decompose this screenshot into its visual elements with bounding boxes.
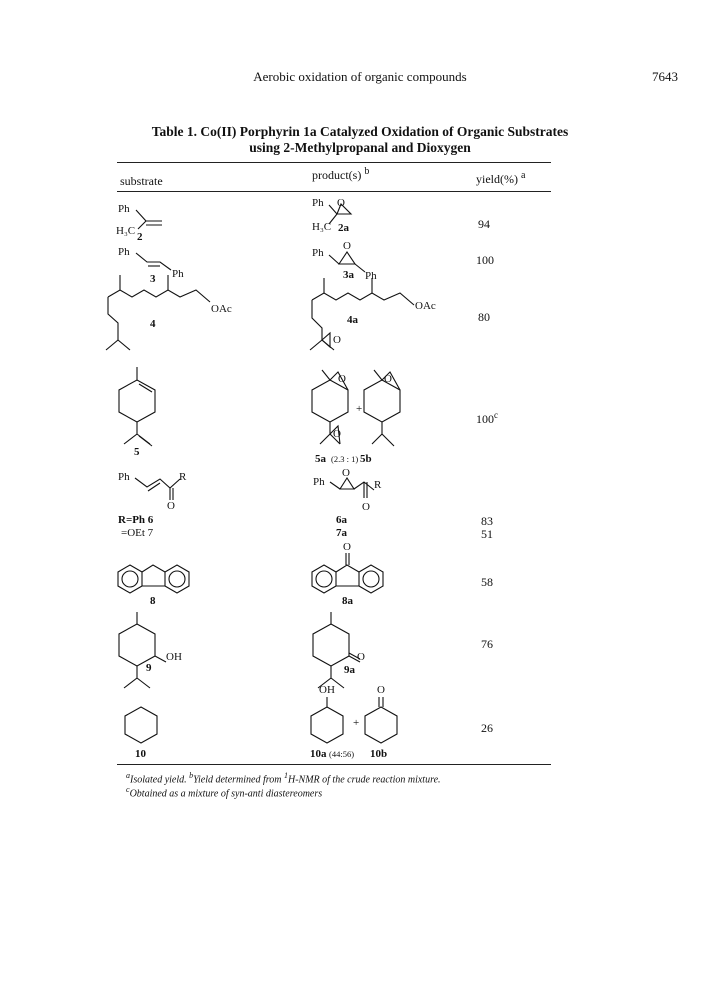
compound-label-6: R=Ph 6 — [118, 514, 154, 526]
bond-lines — [136, 210, 146, 229]
aromatic-circle — [363, 571, 379, 587]
epoxide-ring — [340, 478, 354, 489]
yield-entry-8: 58 — [481, 575, 493, 589]
cyclohexane-ring — [313, 624, 349, 666]
table-caption-line-1: Table 1. Co(II) Porphyrin 1a Catalyzed Oxidation of Organic Substrates — [151, 124, 569, 139]
carbonyl — [364, 482, 367, 498]
atom-h3c: H₃C — [116, 225, 136, 237]
epoxide-ring — [339, 252, 355, 264]
epoxide-ring — [322, 333, 330, 347]
atom-h3c: H₃C — [312, 221, 332, 233]
compound-label-4: 4 — [150, 318, 156, 330]
structure-9a — [313, 612, 365, 688]
aromatic-circle — [169, 571, 185, 587]
bond-lines — [329, 255, 339, 264]
footnote-mark-c: c — [126, 785, 130, 794]
structure-2 — [116, 203, 162, 243]
atom-o: O — [338, 373, 346, 385]
compound-label-10a: 10a — [310, 748, 327, 760]
carbonyl — [346, 553, 349, 565]
products-header-footnote: b — [364, 166, 370, 177]
bond-lines — [355, 264, 365, 272]
atom-o: O — [362, 501, 370, 513]
structure-8 — [118, 565, 189, 593]
atom-o: O — [333, 428, 341, 440]
compound-label-5: 5 — [134, 446, 140, 458]
atom-oac: OAc — [211, 303, 232, 315]
atom-o: O — [343, 240, 351, 252]
compound-label-5b: 5b — [360, 453, 372, 465]
atom-o: O — [337, 197, 345, 209]
atom-oac: OAc — [415, 300, 436, 312]
compound-label-2: 2 — [137, 231, 143, 243]
structure-5 — [119, 367, 155, 458]
compound-label-5a: 5a — [315, 453, 326, 465]
structure-10 — [125, 707, 157, 743]
compound-label-3: 3 — [150, 273, 156, 285]
yield-entry-6: 83 — [481, 514, 493, 528]
bond-lines — [108, 297, 118, 340]
aromatic-circle — [122, 571, 138, 587]
yield-entry-9: 76 — [481, 637, 493, 651]
oh-bond — [155, 656, 166, 662]
bond-lines — [330, 482, 340, 489]
ratio-5a-5b: (2.3 : 1) — [331, 454, 359, 464]
yield-entry-4: 80 — [478, 310, 490, 324]
products-header-text: product(s) — [312, 168, 362, 182]
yield-entry-7: 51 — [481, 527, 493, 541]
footnote-a-b — [126, 771, 441, 785]
footnote-b-superscript: 1 — [283, 771, 288, 780]
atom-o: O — [357, 651, 365, 663]
cyclohexane-ring — [312, 380, 348, 422]
carbonyl — [379, 697, 383, 707]
structure-6-7 — [118, 471, 187, 512]
yield-entry-10: 26 — [481, 721, 493, 735]
column-header-substrate: substrate — [120, 174, 163, 188]
structure-8a — [312, 541, 383, 593]
yield-header-text: yield(%) — [476, 172, 518, 186]
atom-o: O — [384, 373, 392, 385]
footnote-a-text: Isolated yield. — [130, 774, 190, 786]
bond-lines — [312, 300, 322, 340]
bond-lines — [108, 290, 210, 302]
bond-lines — [135, 478, 180, 488]
footnote-b-text: Yield determined from — [193, 774, 284, 786]
compound-label-6a: 6a — [336, 514, 347, 526]
isopropenyl — [372, 422, 394, 446]
page-number: 7643 — [652, 69, 678, 84]
methyl-bond — [322, 370, 330, 380]
compound-label-9a: 9a — [344, 664, 355, 676]
footnote-mark-b: b — [189, 771, 194, 780]
atom-ph: Ph — [313, 476, 325, 488]
atom-ph: Ph — [365, 270, 377, 282]
atom-r: R — [179, 471, 187, 483]
yield-entry-2: 94 — [478, 217, 490, 231]
aromatic-circle — [316, 571, 332, 587]
bond-lines — [136, 253, 171, 270]
atom-o: O — [343, 541, 351, 553]
atom-o: O — [333, 334, 341, 346]
structure-9 — [119, 612, 182, 688]
yield-entry-5-value: 100 — [476, 412, 494, 426]
five-ring — [142, 565, 165, 586]
footnote-mark-a: a — [126, 771, 130, 780]
cyclohexane-ring — [365, 707, 397, 743]
cyclohexane-ring — [311, 707, 343, 743]
compound-label-4a: 4a — [347, 314, 358, 326]
methyl-bond — [374, 370, 382, 380]
isopropylidene — [106, 340, 130, 350]
structure-4a — [310, 278, 436, 350]
structure-3a — [312, 240, 377, 282]
compound-label-9: 9 — [146, 662, 152, 674]
atom-ph: Ph — [312, 197, 324, 209]
cyclohexane-ring — [125, 707, 157, 743]
atom-ph: Ph — [312, 247, 324, 259]
compound-label-2a: 2a — [338, 222, 349, 234]
compound-label-7: =OEt 7 — [121, 527, 154, 539]
footnote-c — [126, 785, 322, 799]
plus-sign: + — [353, 717, 360, 729]
atom-ph: Ph — [118, 203, 130, 215]
double-bond — [148, 483, 160, 491]
compound-label-3a: 3a — [343, 269, 354, 281]
atom-oh: OH — [319, 684, 335, 696]
compound-label-8a: 8a — [342, 595, 353, 607]
compound-label-10: 10 — [135, 748, 146, 760]
atom-ph: Ph — [118, 246, 130, 258]
methyl-bonds — [120, 275, 168, 290]
yield-header-footnote: a — [520, 170, 526, 181]
structure-3 — [118, 246, 184, 285]
atom-o: O — [342, 467, 350, 479]
structure-10a — [311, 684, 343, 743]
footnote-c-text: Obtained as a mixture of syn-anti diastereomers — [129, 788, 323, 800]
cyclohexane-ring — [119, 624, 155, 666]
structure-2a — [312, 197, 351, 234]
footnote-b-text-2: H-NMR of the crude reaction mixture. — [287, 774, 441, 786]
running-title: Aerobic oxidation of organic compounds — [253, 69, 467, 84]
atom-ph: Ph — [172, 268, 184, 280]
table-caption-line-2: using 2-Methylpropanal and Dioxygen — [249, 140, 471, 155]
structure-5a — [312, 370, 362, 444]
compound-label-8: 8 — [150, 595, 156, 607]
double-bond — [146, 221, 162, 225]
five-ring — [336, 565, 359, 586]
bond-lines — [312, 293, 414, 305]
carbonyl — [170, 488, 173, 500]
atom-ph: Ph — [118, 471, 130, 483]
yield-entry-5-footnote: c — [494, 410, 498, 420]
atom-r: R — [374, 479, 382, 491]
ratio-10a-10b: (44:56) — [329, 749, 355, 759]
cyclohexene-ring — [119, 380, 155, 422]
atom-o: O — [377, 684, 385, 696]
structure-4 — [106, 275, 232, 350]
plus-sign: + — [356, 403, 363, 415]
compound-label-10b: 10b — [370, 748, 388, 760]
structure-5b — [364, 370, 400, 446]
structure-6a-7a — [313, 467, 382, 513]
atom-oh: OH — [166, 651, 182, 663]
structure-10b — [365, 684, 397, 743]
isopropenyl — [124, 422, 152, 446]
atom-o: O — [167, 500, 175, 512]
compound-label-7a: 7a — [336, 527, 347, 539]
yield-entry-3: 100 — [476, 253, 494, 267]
cyclohexane-ring — [364, 380, 400, 422]
